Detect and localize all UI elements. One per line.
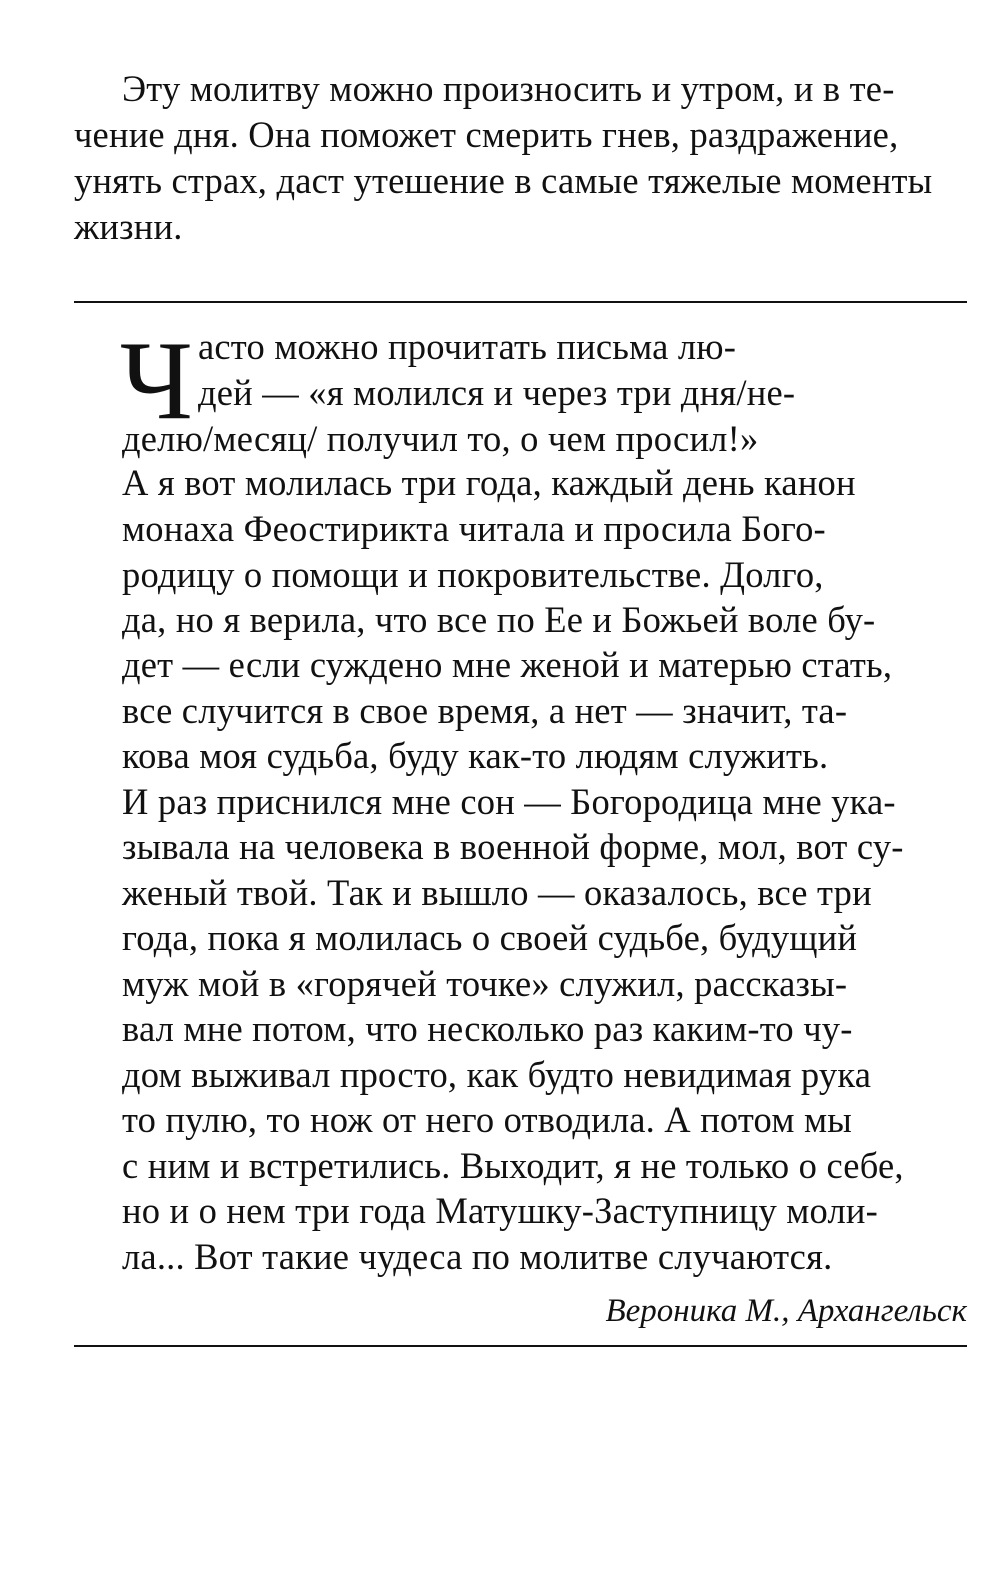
story-line: дей — «я молился и через три дня/не- <box>198 372 796 413</box>
intro-line: жизни. <box>74 206 183 247</box>
story-line: А я вот молилась три года, каждый день канон <box>122 462 856 503</box>
intro-line: чение дня. Она поможет смерить гнев, раздражение, <box>74 114 899 155</box>
top-divider <box>74 301 967 303</box>
story-line: все случится в свое время, а нет — значит, та- <box>122 690 848 731</box>
story-line: кова моя судьба, буду как-то людям служить. <box>122 735 829 776</box>
intro-line: унять страх, даст утешение в самые тяжелые моменты <box>74 160 933 201</box>
story-line: родицу о помощи и покровительстве. Долго, <box>122 554 824 595</box>
story-line: женый твой. Так и вышло — оказалось, все три <box>122 872 872 913</box>
story-line: И раз приснился мне сон — Богородица мне ука- <box>122 781 896 822</box>
bottom-divider <box>74 1345 967 1347</box>
story-line: то пулю, то нож от него отводила. А потом мы <box>122 1099 852 1140</box>
drop-cap: Ч <box>120 319 193 443</box>
story-line: монаха Феостирикта читала и просила Бого- <box>122 508 826 549</box>
story-line: зывала на человека в военной форме, мол, вот су- <box>122 826 904 867</box>
story-line: дом выживал просто, как будто невидимая рука <box>122 1054 872 1095</box>
story-line: ла... Вот такие чудеса по молитве случаются. <box>122 1236 833 1277</box>
story-line: вал мне потом, что несколько раз каким-то чу- <box>122 1008 853 1049</box>
story-line: делю/месяц/ получил то, о чем просил!» <box>122 418 759 459</box>
intro-line: Эту молитву можно произносить и утром, и в те- <box>122 68 895 109</box>
author-signature: Вероника М., Архангельск <box>605 1293 967 1329</box>
story-line: муж мой в «горячей точке» служил, рассказы- <box>122 963 848 1004</box>
story-line: но и о нем три года Матушку-Заступницу моли- <box>122 1190 878 1231</box>
story-line: да, но я верила, что все по Ее и Божьей воле бу- <box>122 599 876 640</box>
story-line: дет — если суждено мне женой и матерью стать, <box>122 644 893 685</box>
story-line: с ним и встретились. Выходит, я не только о себе, <box>122 1145 904 1186</box>
story-line: асто можно прочитать письма лю- <box>198 326 737 367</box>
story-line: года, пока я молилась о своей судьбе, будущий <box>122 917 858 958</box>
